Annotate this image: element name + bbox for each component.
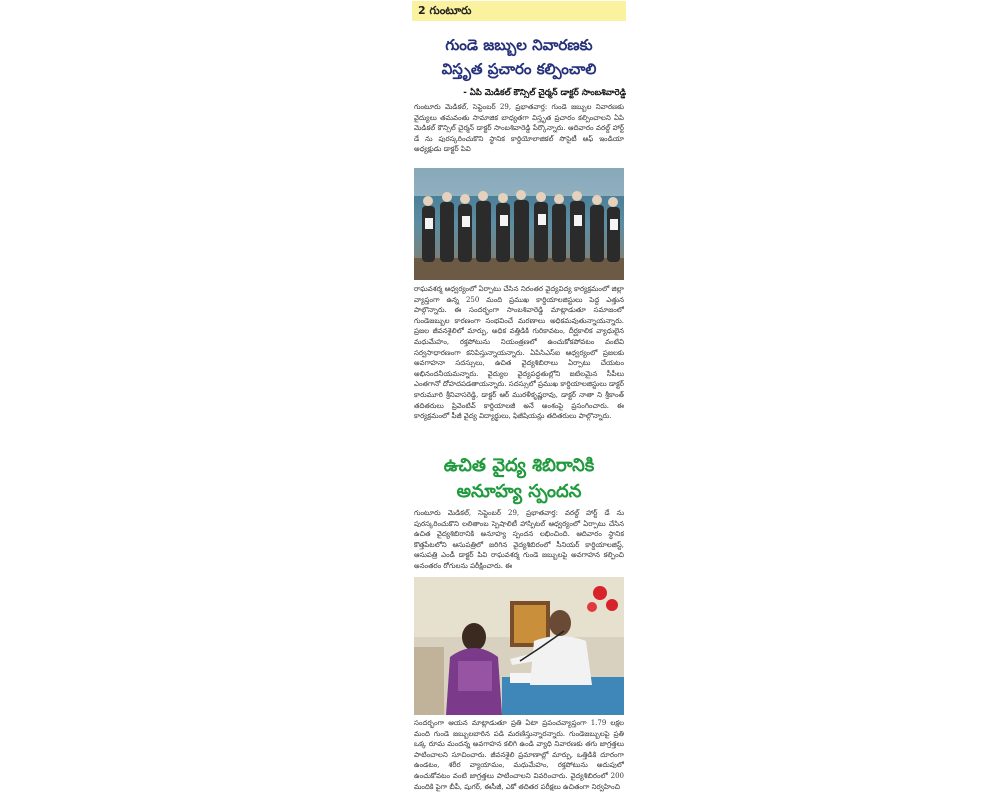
medical-camp-photo-image [414, 577, 624, 715]
article2-paragraph-1: గుంటూరు మెడికల్, సెప్టెంబర్ 29, ప్రభాతవార్త: వరల్డ్ హార్ట్ డే ను పురస్కరించుకొని లలితాంబ స్పెషాలిటీ హాస్పిటల్ ఆధ్వర్యంలో ఏర్పాటు చేసిన ఉచిత వైద్యశిబిరానికి అనూహ్య స్పందన లభించింది. ఆదివారం స్థానిక కొత్తపేటలోని ఆసుపత్రిలో జరిగిన వైద్యశిబిరంలో సీనియర్ కార్డియాలజిస్ట్, ఆసుపత్రి ఎండీ డాక్టర్ పివి రాఘవశర్మ గుండె జబ్బులపై అవగాహన కల్పించి అనంతరం రోగులను పరీక్షించారు. ఈ [414, 509, 624, 570]
article1-byline: - ఏపి మెడికల్ కౌన్సిల్ చైర్మన్ డాక్టర్ సాంబశివారెడ్డి [463, 88, 626, 98]
article1-headline-line1: గుండె జబ్బుల నివారణకు [445, 36, 593, 54]
article2-paragraph-2: సందర్భంగా ఆయన మాట్లాడుతూ ప్రతి ఏటా ప్రపంచవ్యాప్తంగా 1.79 లక్షల మంది గుండె జబ్బులబారిన పడి మరణిస్తున్నారన్నారు. గుండెజబ్బులపై ప్రతి ఒక్క రూమ మందన్న అవగాహన కలిగి ఉండి వ్యాధి నివారణకు తగు జాగ్రత్తలు పాటించాలని సూచించారు. జీవనశైలి ప్రమాణాల్లో మార్పు, ఒత్తిడికి దూరంగా ఉండటం, శరీర వ్యాయామం, మధుమేహం, రక్తపోటును అదుపులో ఉంచుకోవటం వంటి జాగ్రత్తలు పాటించాలని వివరించారు. వైద్యశిబిరంలో 200 మందికి పైగా బీపీ, షుగర్, ఈసీజీ, ఎకో తదితర పరీక్షలు ఉచితంగా నిర్వహించి [414, 719, 624, 791]
article1-paragraph-1: గుంటూరు మెడికల్, సెప్టెంబర్ 29, ప్రభాతవార్త: గుండె జబ్బుల నివారణకు వైద్యులు తమవంతు సామాజిక బాధ్యతగా విస్తృత ప్రచారం కల్పించాలని ఏపి మెడికల్ కౌన్సిల్ చైర్మన్ డాక్టర్ సాంబశివారెడ్డి పేర్కొన్నారు. ఆదివారం వరల్డ్ హార్ట్ డే ను పురస్కరించుకొని స్థానిక కార్డియోలాజికల్ సొసైటీ ఆఫ్ ఇండియా అధ్యక్షుడు డాక్టర్ పివి [414, 103, 624, 154]
article2-headline-line1: ఉచిత వైద్య శిబిరానికి [443, 455, 595, 476]
article1-event-photo [414, 168, 624, 280]
article1-paragraph-2: రాఘవశర్మ ఆధ్వర్యంలో ఏర్పాటు చేసిన నిరంతర వైద్యవిద్య కార్యక్రమంలో జిల్లా వ్యాప్తంగా ఉన్న 250 మంది ప్రముఖ కార్డియాలజిస్టులు పెద్ద ఎత్తున పాల్గొన్నారు. ఈ సందర్భంగా సాంబశివారెడ్డి మాట్లాడుతూ సమాజంలో గుండెజబ్బుల కారణంగా సంభవించే మరణాలు అధికమవుతున్నాయన్నారు. ప్రజల జీవనశైలిలో మార్పు, అధిక వత్తిడికి గురికావటం, దీర్ఘకాలిక వ్యాధులైన మధుమేహం, రక్తపోటును నియంత్రణలో ఉంచుకోకపోవటం వంటివి సర్వసాధారణంగా కనిపిస్తున్నాయన్నారు. ఏపిసిఎస్ఐ ఆధ్వర్యంలో ప్రజలకు అవగాహనా సదస్సులు, ఉచిత వైద్యశిబిరాలు ఏర్పాటు చేయటం అభినందనీయమన్నారు. వైద్యుల వైద్యపద్ధతుల్లోని జటిలమైన సీపీలు ఎంతగానో దోహదపడతాయన్నారు. సదస్సులో ప్రముఖ కార్డియాలజిస్టులు డాక్టర్ కారుమూరి శ్రీనివాసరెడ్డి, డాక్టర్ ఆర్ మురళీకృష్ణరావు, డాక్టర్ నాతా ని శ్రీకాంత్ తదితరులు ప్రివెంటివ్ కార్డియాలజీ అనే అంశంపై ప్రసంగించారు. ఈ కార్యక్రమంలో పీజీ వైద్య విద్యార్థులు, ఫిజీషియన్లు తదితరులు పాల్గొన్నారు. [414, 285, 624, 421]
article1-headline-line2: విస్తృత ప్రచారం కల్పించాలి [441, 60, 597, 78]
article2-medical-camp-photo [414, 577, 624, 715]
event-photo-image [414, 168, 624, 280]
newspaper-column [412, 0, 626, 800]
page-number-tag: 2 గుంటూరు [412, 1, 626, 21]
article2-headline-line2: అనూహ్య స్పందన [456, 481, 582, 502]
